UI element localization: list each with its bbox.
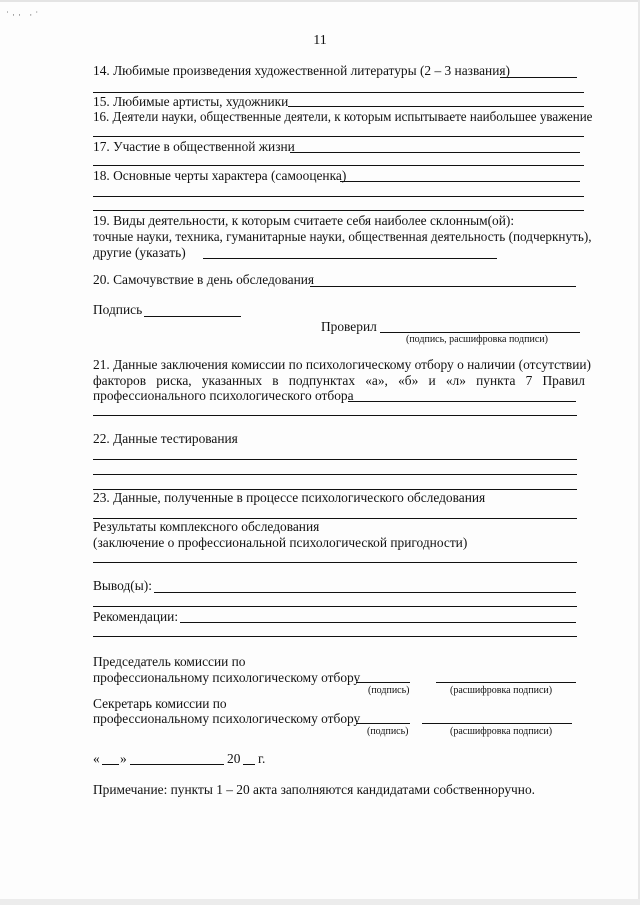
item-15-label: 15. Любимые артисты, художники xyxy=(93,94,289,109)
item-21-line-1: 21. Данные заключения комиссии по психологическому отбору о наличии (отсутствии) xyxy=(93,357,592,372)
secretary-line-1: Секретарь комиссии по xyxy=(93,696,227,711)
item-21-line-3: профессионального психологического отбора xyxy=(93,388,354,403)
item-22-line-2[interactable] xyxy=(93,474,577,475)
item-18-line[interactable] xyxy=(340,181,580,182)
item-21-line-2-fill[interactable] xyxy=(93,415,577,416)
page-number: 11 xyxy=(313,33,327,48)
item-14-line[interactable] xyxy=(500,77,577,78)
recommendations-line[interactable] xyxy=(180,622,576,623)
secretary-name-caption: (расшифровка подписи) xyxy=(450,726,553,737)
results-line-1: Результаты комплексного обследования xyxy=(93,519,320,534)
date-year-prefix: 20 xyxy=(227,751,241,766)
item-18-line-3[interactable] xyxy=(93,210,584,211)
item-17-label: 17. Участие в общественной жизни xyxy=(93,139,295,154)
item-18-line-2[interactable] xyxy=(93,196,584,197)
item-19-line-2: точные науки, техника, гуманитарные науки, общественная деятельность (подчеркнуть), xyxy=(93,229,592,244)
secretary-sign-caption: (подпись) xyxy=(367,726,409,737)
item-23-label: 23. Данные, полученные в процессе психологического обследования xyxy=(93,490,486,505)
chairman-name-caption: (расшифровка подписи) xyxy=(450,685,553,696)
checked-line[interactable] xyxy=(380,332,580,333)
item-14-line-2[interactable] xyxy=(93,92,584,93)
conclusion-label: Вывод(ы): xyxy=(93,578,152,593)
signature-label: Подпись xyxy=(93,302,143,317)
recommendations-label: Рекомендации: xyxy=(93,609,179,624)
secretary-sign-line[interactable] xyxy=(356,723,410,724)
chairman-sign-line[interactable] xyxy=(356,682,410,683)
chairman-sign-caption: (подпись) xyxy=(368,685,410,696)
date-quote-close: » xyxy=(120,751,127,766)
checked-label: Проверил xyxy=(321,319,377,334)
results-line[interactable] xyxy=(93,562,577,563)
date-year-line[interactable] xyxy=(243,764,255,765)
item-20-label: 20. Самочувствие в день обследования xyxy=(93,272,315,287)
conclusion-line[interactable] xyxy=(154,592,576,593)
item-17-line-2[interactable] xyxy=(93,165,584,166)
scan-specks: ˙·· ·˙ xyxy=(6,10,42,20)
item-19-line-3: другие (указать) xyxy=(93,245,186,260)
date-month-line[interactable] xyxy=(130,764,224,765)
item-17-line[interactable] xyxy=(290,152,580,153)
item-19-line[interactable] xyxy=(203,258,497,259)
item-16-label: 16. Деятели науки, общественные деятели, к которым испытываете наибольшее уважение xyxy=(93,109,593,124)
page-edge-top xyxy=(0,0,640,2)
recommendations-line-2[interactable] xyxy=(93,636,577,637)
chairman-name-line[interactable] xyxy=(436,682,576,683)
item-20-line[interactable] xyxy=(310,286,576,287)
item-21-line[interactable] xyxy=(348,401,576,402)
page-edge-bottom xyxy=(0,899,640,905)
item-14-label: 14. Любимые произведения художественной литературы (2 – 3 названия) xyxy=(93,63,510,78)
checked-caption: (подпись, расшифровка подписи) xyxy=(406,334,548,345)
signature-line[interactable] xyxy=(144,316,241,317)
secretary-line-2: профессиональному психологическому отбору xyxy=(93,711,361,726)
results-line-2: (заключение о профессиональной психологической пригодности) xyxy=(93,535,468,550)
chairman-line-1: Председатель комиссии по xyxy=(93,654,246,669)
secretary-name-line[interactable] xyxy=(422,723,572,724)
date-day-line[interactable] xyxy=(102,764,119,765)
item-15-line[interactable] xyxy=(288,106,584,107)
item-21-line-2: факторов риска, указанных в подпунктах «а», «б» и «л» пункта 7 Правил xyxy=(93,373,585,388)
date-year-suffix: г. xyxy=(258,751,266,766)
date-quote-open: « xyxy=(93,751,100,766)
item-16-line[interactable] xyxy=(93,136,584,137)
note-text: Примечание: пункты 1 – 20 акта заполняются кандидатами собственноручно. xyxy=(93,782,536,797)
item-18-label: 18. Основные черты характера (самооценка) xyxy=(93,168,347,183)
item-19-line-1: 19. Виды деятельности, к которым считаете себя наиболее склонным(ой): xyxy=(93,213,515,228)
item-22-line-1[interactable] xyxy=(93,459,577,460)
conclusion-line-2[interactable] xyxy=(93,606,577,607)
chairman-line-2: профессиональному психологическому отбору xyxy=(93,670,361,685)
item-22-label: 22. Данные тестирования xyxy=(93,431,238,446)
